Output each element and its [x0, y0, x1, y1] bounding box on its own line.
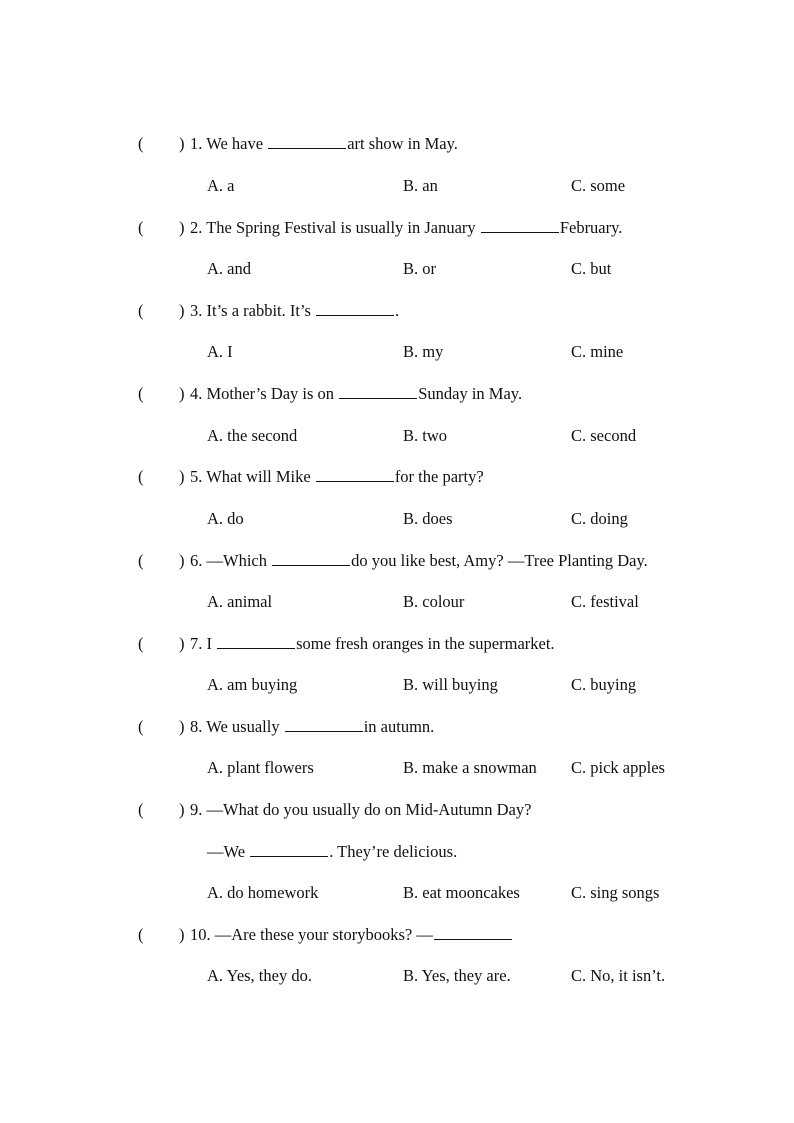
answer-blank [250, 841, 328, 857]
answer-blank [268, 133, 346, 149]
option-a: A. am buying [207, 675, 298, 694]
question-text: 4. Mother’s Day is on Sunday in May. [190, 384, 523, 403]
answer-blank [339, 383, 417, 399]
option-b: B. my [403, 342, 444, 361]
option-b: B. two [403, 426, 448, 445]
answer-blank [272, 550, 350, 566]
option-c: C. but [571, 259, 612, 278]
question-text: 9. —What do you usually do on Mid-Autumn Day? [190, 800, 532, 819]
question-text: 3. It’s a rabbit. It’s . [190, 301, 400, 320]
option-c: C. sing songs [571, 883, 660, 902]
option-c: C. doing [571, 509, 628, 528]
option-c: C. pick apples [571, 758, 665, 777]
answer-blank [217, 633, 295, 649]
option-c: C. buying [571, 675, 637, 694]
option-a: A. do homework [207, 883, 319, 902]
question-text: 2. The Spring Festival is usually in January February. [190, 218, 623, 237]
option-c: C. some [571, 176, 626, 195]
option-a: A. Yes, they do. [207, 966, 312, 985]
option-a: A. do [207, 509, 244, 528]
option-c: C. mine [571, 342, 624, 361]
option-a: A. a [207, 176, 235, 195]
question-text: 10. —Are these your storybooks? — [190, 924, 513, 946]
option-b: B. eat mooncakes [403, 883, 520, 902]
option-a: A. animal [207, 592, 273, 611]
option-b: B. Yes, they are. [403, 966, 511, 985]
option-b: B. will buying [403, 675, 498, 694]
option-a: A. I [207, 342, 233, 361]
answer-blank [434, 924, 512, 940]
option-b: B. make a snowman [403, 758, 537, 777]
question-text: 6. —Which do you like best, Amy? —Tree Planting Day. [190, 551, 648, 570]
option-b: B. or [403, 259, 436, 278]
option-b: B. colour [403, 592, 465, 611]
answer-blank [481, 217, 559, 233]
answer-blank [285, 716, 363, 732]
worksheet-page: ( ) 1. We have art show in May. A. a B. an C. some ( ) 2. The Spring Festival is usually in January February. A. and B. or C. but ( ) 3. It’s a rabbit. It’s . A. I B. my C. mine ( ) 4. Mother’s Day is on Sunday in May. A. the second B. two C. second ( ) 5. What will Mike for the party? A. do B. does C. doing ( ) 6. —Which do you like best, Amy? —Tree Planting Day. A. animal B. colour C. festival ( ) 7. I some fresh oranges in the supermarket. A. am buying B. will buying C. buying ( ) 8. We usually in autumn. A. plant flowers B. make a snowman C. pick apples ( ) 9. —What do you usually do on Mid-Autumn Day? —We . They’re delicious. A. do homework B. eat mooncakes C. sing songs ( ) 10. —Are these your storybooks? — A. Yes, they do. B. Yes, they are. C. No, it isn’t. [138, 134, 666, 985]
option-c: C. No, it isn’t. [571, 966, 666, 985]
option-c: C. festival [571, 592, 639, 611]
option-a: A. the second [207, 426, 298, 445]
question-text: 8. We usually in autumn. [190, 717, 435, 736]
option-c: C. second [571, 426, 637, 445]
option-a: A. plant flowers [207, 758, 314, 777]
response-text: —We . They’re delicious. [207, 842, 458, 861]
question-text: 5. What will Mike for the party? [190, 467, 484, 486]
option-b: B. does [403, 509, 453, 528]
question-text: 1. We have art show in May. [190, 134, 458, 153]
option-a: A. and [207, 259, 251, 278]
question-text: 7. I some fresh oranges in the supermarket. [190, 634, 555, 653]
answer-blank [316, 300, 394, 316]
option-b: B. an [403, 176, 438, 195]
answer-blank [316, 466, 394, 482]
